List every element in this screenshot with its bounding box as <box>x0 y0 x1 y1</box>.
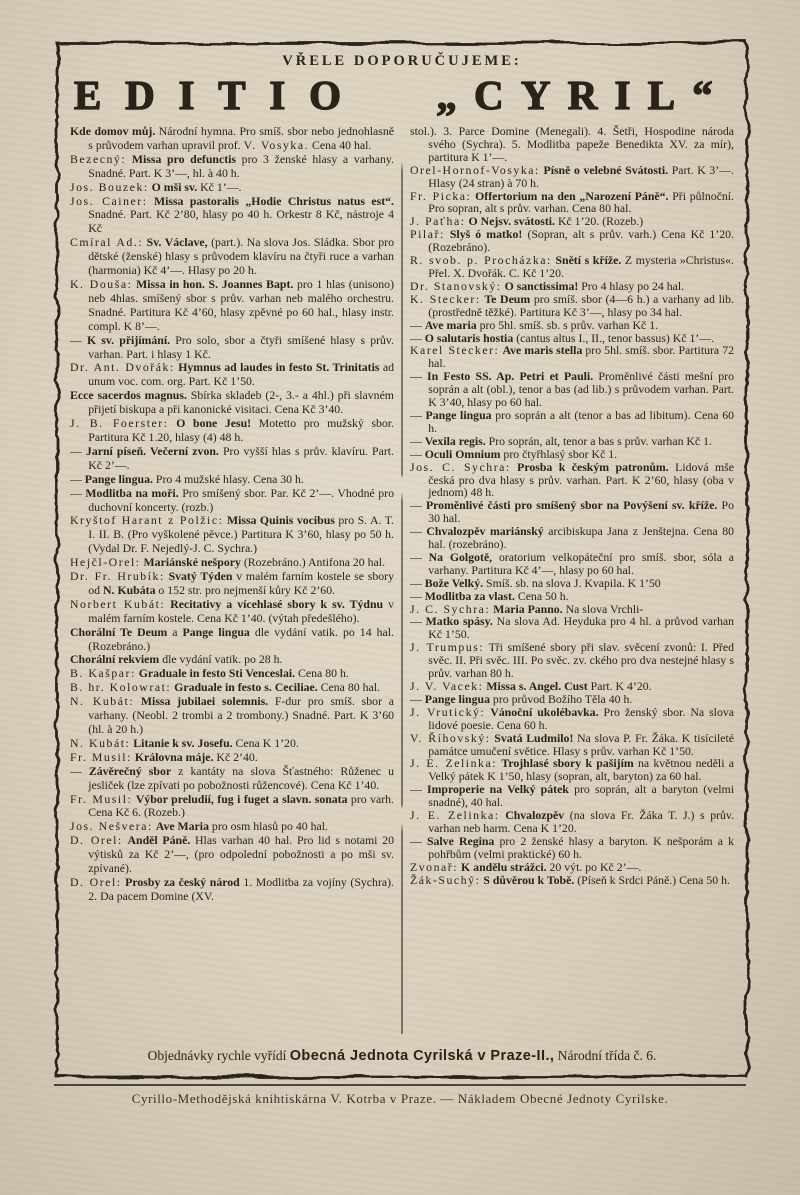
catalog-entry: — Vexila regis. Pro soprán, alt, tenor a bas s prův. varhan Kč 1. <box>410 433 712 448</box>
catalog-entry: D. Orel: Prosby za český národ 1. Modlitba za vojíny (Sychra). 2. Da pacem Domine (XV. <box>70 874 394 903</box>
catalog-entry: Dr. Stanovský: O sanctissima! Pro 4 hlasy po 24 hal. <box>410 278 685 293</box>
catalog-entry: — Pange lingua pro průvod Božího Těla 40 h. <box>410 691 633 706</box>
advert-frame-content <box>70 50 734 1068</box>
catalog-entry: J. B. Foerster: O bone Jesu! Motetto pro mužský sbor. Partitura Kč 1.20, hlasy (4) 48 h. <box>70 416 395 444</box>
catalog-entry: — Pange lingua pro soprán a alt (tenor a bas ad libitum). Cena 60 h. <box>410 407 734 435</box>
catalog-entry: — Modlitba na moři. Pro smíšený sbor. Par. Kč 2’—. Vhodné pro duchovní koncerty. (rozb.) <box>70 485 394 514</box>
imprint-line: Cyrillo-Methodějská knihtiskárna V. Kotrba v Praze. — Nákladem Obecné Jednoty Cyrilske. <box>131 1091 669 1106</box>
catalog-entry: — Ave maria pro 5hl. smíš. sb. s prův. varhan Kč 1. <box>410 317 659 332</box>
catalog-entry: J. Paťha: O Nejsv. svátosti. Kč 1’20. (Rozeb.) <box>410 214 644 229</box>
catalog-entry: stol.). 3. Parce Domine (Menegali). 4. Šetři, Hospodine národa svého (Sychra). 5. Modlitba papeže Benedikta XV. za mír), partitura K 1’—. <box>410 125 734 164</box>
catalog-entry: — Proměnlivé části pro smíšený sbor na Povýšení sv. kříže. Po 30 hal. <box>410 498 734 526</box>
column-divider <box>401 125 403 1043</box>
catalog-entry: Orel-Hornof-Vosyka: Písně o velebné Svátosti. Part. K 3’—. Hlasy (24 stran) à 70 h. <box>410 162 734 190</box>
column-right <box>403 125 734 1043</box>
catalog-entry: — Oculi Omnium pro čtyřhlasý sbor Kč 1. <box>410 446 618 461</box>
catalog-entry: N. Kubát: Missa jubilaei solemnis. F-dur pro smíš. sbor a varhany. (Neobl. 2 trombi a 2 trombony.) Snadné. Part. K 3’60 (hl. à 20 h.) <box>70 694 394 737</box>
catalog-entry: — Salve Regina pro 2 ženské hlasy a baryton. K nešporám a k pohřbům (velmi praktické) 60 h. <box>410 833 734 861</box>
catalog-entry: Kryštof Harant z Polžic: Missa Quinis vocibus pro S. A. T. I. II. B. (Pro vyškolené pěvce.) Partitura K 3’60, hlasy po 50 h. (Vydal Dr. F. Nejedlý-J. C. Sychra.) <box>70 513 394 556</box>
catalog-entry: J. C. Sychra: Maria Panno. Na slova Vrchli- <box>410 601 644 616</box>
catalog-entry: K. Stecker: Te Deum pro smíš. sbor (4—6 h.) a varhany ad lib. (prostředně těžké). Partitura Kč 3’—, hlasy po 34 hal. <box>410 291 734 319</box>
catalog-entry: J. E. Zelinka: Trojhlasé sbory k pašijím na květnou neděli a Velký pátek K 1’50, hlasy (sopran, alt, baryton) za 60 hal. <box>410 756 734 784</box>
catalog-entry: Chorální rekviem dle vydání vatik. po 28 h. <box>70 652 283 667</box>
catalog-entry: Karel Stecker: Ave maris stella pro 5hl. smíš. sbor. Partitura 72 hal. <box>410 343 734 371</box>
footer-rule <box>54 1084 746 1086</box>
catalog-entry: J. Trumpus: Tři smíšené sbory při slav. svěcení zvonů: I. Před svěc. II. Při svěc. III. Po svěc. zv. ckého pro dva nestejné hlasy s prův. varhan 80 h. <box>410 640 734 681</box>
catalog-entry: Cmíral Ad.: Sv. Václave, (part.). Na slova Jos. Sládka. Sbor pro dětské (ženské) hlasy s průvodem klavíru na čtyři ruce a varhan (harmonia) Kč 4’—. Hlasy po 20 h. <box>70 235 394 278</box>
catalog-entry: Hejčl-Orel: Mariánské nešpory (Rozebráno.) Antifona 20 hal. <box>70 555 386 570</box>
catalog-entry: — Improperie na Velký pátek pro soprán, alt a baryton (velmi snadné), 40 hal. <box>410 782 734 810</box>
order-line: Objednávky rychle vyřídí Obecná Jednota Cyrilská v Praze-II., Národní třída č. 6. <box>147 1048 657 1065</box>
column-left <box>70 125 401 1043</box>
catalog-entry: — Pange lingua. Pro 4 mužské hlasy. Cena 30 h. <box>70 471 304 486</box>
catalog-entry: Chorální Te Deum a Pange lingua dle vydání vatik. po 14 hal. (Rozebráno.) <box>70 624 394 653</box>
catalog-entry: — Jarní píseň. Večerní zvon. Pro vyšší hlas s prův. klavíru. Part. Kč 2’—. <box>70 443 394 472</box>
catalog-entry: D. Orel: Anděl Páně. Hlas varhan 40 hal. Pro lid s notami 20 výtisků za Kč 2’—, (pro odpolední pobožnosti a po mši sv. zpívané). <box>70 833 394 876</box>
edition-title-editio: EDITIO <box>74 72 365 118</box>
catalog-entry: Jos. C. Sychra: Prosba k českým patronům. Lidová mše česká pro dva hlasy s prův. varhan. Part. K 2’60, hlasy (oba v jednom) 48 h. <box>410 459 734 500</box>
catalog-entry: — Chvalozpěv mariánský arcibiskupa Jana z Jenštejna. Cena 80 hal. (rozebráno). <box>410 524 734 552</box>
catalog-entry: Ecce sacerdos magnus. Sbírka skladeb (2-, 3.- a 4hl.) při slavném přijetí biskupa a při kanonické visitaci. Cena Kč 3’40. <box>70 388 394 417</box>
catalog-entry: V. Říhovský: Svatá Ludmilo! Na slova P. Fr. Žáka. K tisícileté památce umučení světice. Hlasy s prův. varhan Kč 1’50. <box>410 730 734 758</box>
catalog-entry: J. E. Zelinka: Chvalozpěv (na slova Fr. Žáka T. J.) s prův. varhan neb harm. Cena K 1’20. <box>410 808 734 835</box>
catalog-entry: — Modlitba za vlast. Cena 50 h. <box>410 588 569 603</box>
catalog-entry: J. Vrutický: Vánoční ukolébavka. Pro ženský sbor. Na slova lidové poesie. Cena 60 h. <box>410 704 734 732</box>
catalog-entry: Žák-Suchý: S důvěrou k Tobě. (Píseň k Srdci Páně.) Cena 50 h. <box>410 872 730 887</box>
catalog-columns <box>70 125 734 1043</box>
catalog-entry: Jos. Nešvera: Ave Maria pro osm hlasů po 40 hal. <box>70 819 328 834</box>
catalog-entry: B. Kašpar: Graduale in festo Sti Venceslai. Cena 80 h. <box>70 666 349 681</box>
catalog-entry: — Na Golgotě, oratorium velkopáteční pro smíš. sbor, sóla a varhany. Partitura Kč 4’—, hlasy po 60 hal. <box>410 549 734 577</box>
catalog-entry: N. Kubát: Litanie k sv. Josefu. Cena K 1’20. <box>70 735 299 750</box>
catalog-entry: Zvonař: K andělu strážci. 20 výt. po Kč 2’—. <box>410 859 642 874</box>
catalog-entry: Fr. Musil: Výbor preludií, fug i fuget a slavn. sonata pro varh. Cena Kč 6. (Rozeb.) <box>70 791 394 820</box>
catalog-entry: J. V. Vacek: Missa s. Angel. Cust Part. K 4’20. <box>410 679 652 694</box>
catalog-entry: Dr. Ant. Dvořák: Hymnus ad laudes in festo St. Trinitatis ad unum voc. com. org. Part. Kč 1’50. <box>70 360 394 389</box>
catalog-entry: Fr. Musil: Královna máje. Kč 2’40. <box>70 749 258 764</box>
catalog-entry: B. hr. Kolowrat: Graduale in festo s. Ceciliae. Cena 80 hal. <box>70 680 380 695</box>
catalog-entry: — Matko spásy. Na slova Ad. Heyduka pro 4 hl. a průvod varhan Kč 1’50. <box>410 614 734 642</box>
catalog-entry: — K sv. přijímání. Pro solo, sbor a čtyři smíšené hlasy s prův. varhan. Part. i hlasy 1 Kč. <box>70 332 395 361</box>
catalog-entry: — O salutaris hostia (cantus altus I., II., tenor bassus) Kč 1’—. <box>410 330 715 345</box>
catalog-entry: Pilař: Slyš ó matko! (Sopran, alt s prův. varh.) Cena Kč 1’20. (Rozebráno). <box>410 227 734 255</box>
catalog-entry: Jos. Cainer: Missa pastoralis „Hodie Christus natus est“. Snadné. Part. Kč 2’80, hlasy po 40 h. Orkestr 8 Kč, nástroje 4 Kč <box>70 193 395 236</box>
catalog-entry: Bezecný: Missa pro defunctis pro 3 ženské hlasy a varhany. Snadné. Part. K 3’—, hl. à 40 h. <box>70 151 394 180</box>
edition-title-cyril: „CYRIL“ <box>436 72 730 118</box>
recommend-headline: VŘELE DOPORUČUJEME: <box>282 53 522 69</box>
catalog-entry: — In Festo SS. Ap. Petri et Pauli. Proměnlivé části mešní pro soprán a alt (obl.), tenor a bas (ad lib.) s průvodem varhan. Part. K 3’40, hlasy po 60 hal. <box>410 369 734 410</box>
catalog-entry: — Bože Velký. Smíš. sb. na slova J. Kvapila. K 1’50 <box>410 575 661 590</box>
catalog-entry: Dr. Fr. Hrubík: Svatý Týden v malém farním kostele se sbory od N. Kubáta o 152 str. pro nejmenší kůry Kč 2’60. <box>70 569 394 597</box>
catalog-entry: Jos. Bouzek: O mši sv. Kč 1’—. <box>70 179 242 194</box>
catalog-entry: K. Douša: Missa in hon. S. Joannes Bapt. pro 1 hlas (unisono) neb 4hlas. smíšený sbor s prův. varhan neb malého orchestru. Snadné. Partitura Kč 4’60, hlasy zpěvné po 60 hal., hlasy instr. compl. K 8’—. <box>70 277 394 333</box>
edition-title <box>70 74 734 117</box>
catalog-entry: Kde domov můj. Národní hymna. Pro smíš. sbor nebo jednohlasně s průvodem varhan upravil prof. V. Vosyka. Cena 40 hal. <box>70 125 394 152</box>
catalog-entry: Fr. Picka: Offertorium na den „Narození Páně“. Při půlnoční. Pro sopran, alt s prův. varhan. Cena 80 hal. <box>410 188 734 216</box>
catalog-entry: Norbert Kubát: Recitativy a vícehlasé sbory k sv. Týdnu v malém farním kostele. Cena Kč 1’40. (výtah předešlého). <box>70 596 394 625</box>
catalog-entry: — Závěrečný sbor z kantáty na slova Šťastného: Růženec u jesliček (lze zpívati po pobožnosti růžencové). Cena Kč 1’40. <box>70 763 395 792</box>
catalog-entry: R. svob. p. Procházka: Snětí s kříže. Z mysteria »Christus«. Přel. X. Dvořák. C. Kč 1’20. <box>410 253 734 281</box>
